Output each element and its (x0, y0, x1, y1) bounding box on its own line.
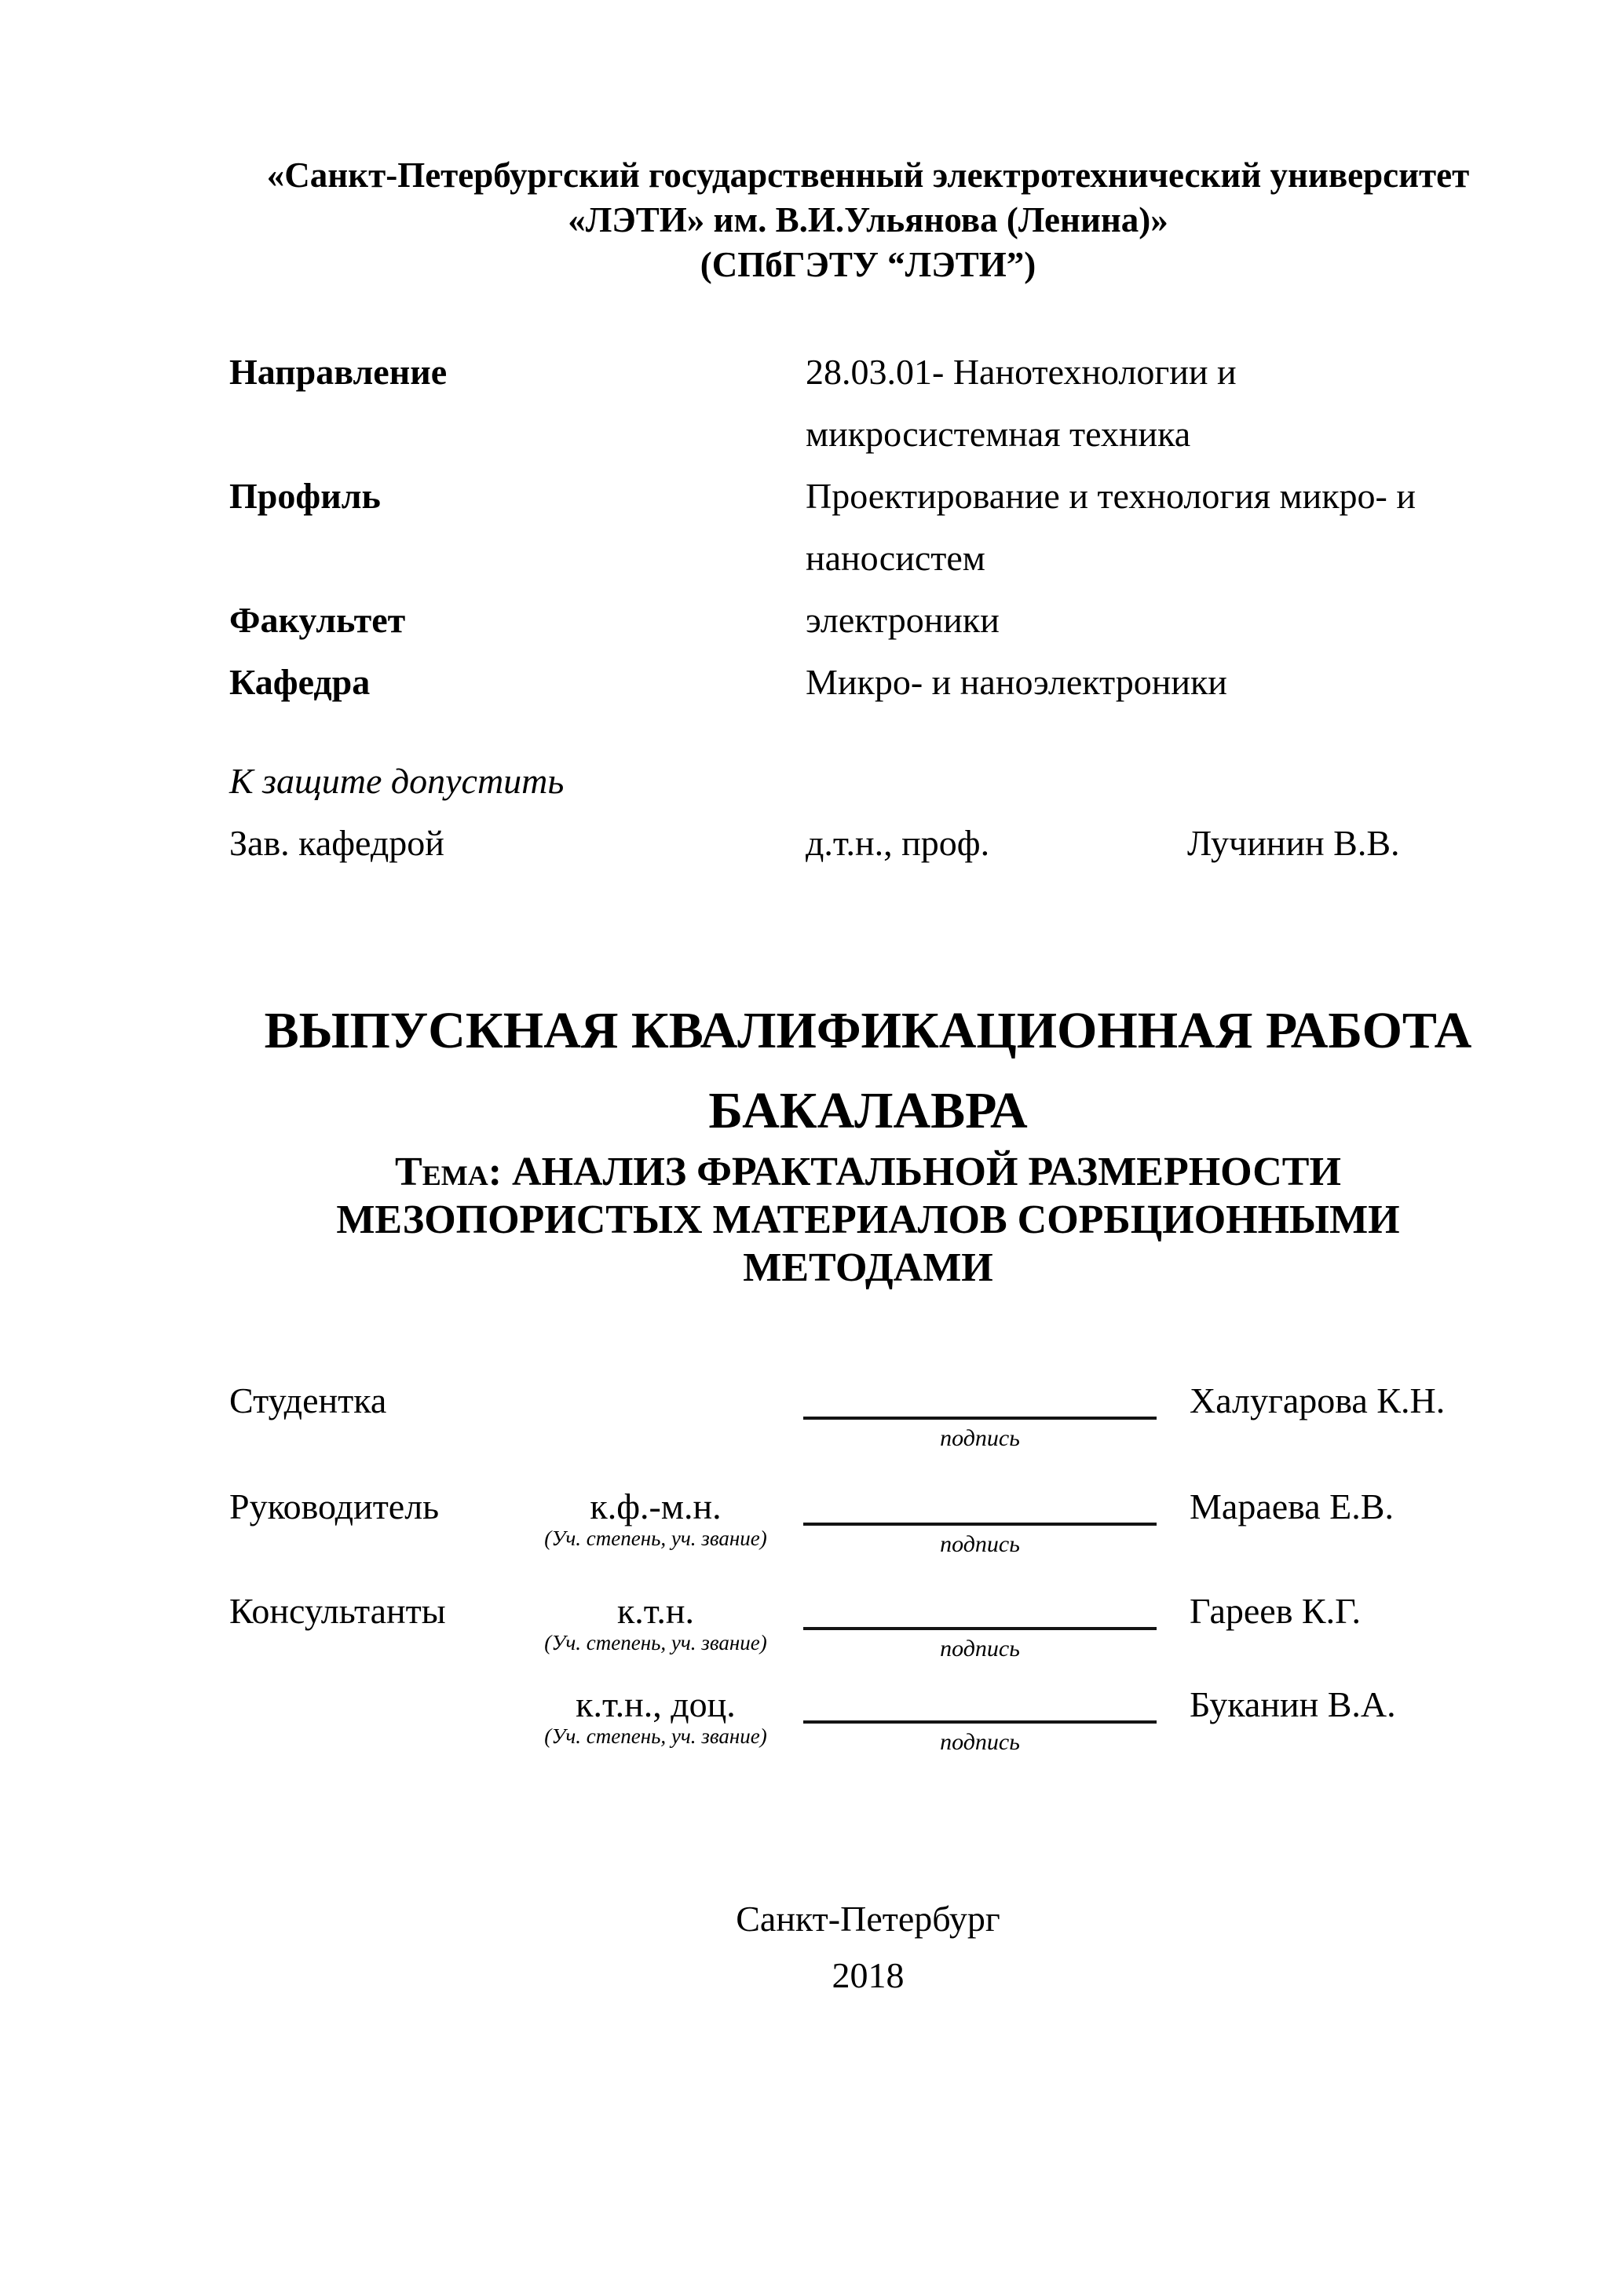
footer-year: 2018 (832, 1955, 905, 1995)
work-title (229, 991, 1507, 1151)
field-row-department (229, 651, 1507, 713)
signature-row-student (229, 1379, 1507, 1469)
footer (229, 1891, 1507, 2004)
admission-degree: д.т.н., проф. (806, 823, 990, 863)
university-line-3: (СПбГЭТУ “ЛЭТИ”) (700, 245, 1036, 284)
field-value: Микро- и наноэлектроники (806, 662, 1227, 702)
field-label: Профиль (229, 476, 381, 516)
field-row-faculty (229, 589, 1507, 651)
signer-name: Мараева Е.В. (1190, 1486, 1394, 1526)
signature-row-consultant-2 (229, 1683, 1507, 1773)
admission-position: Зав. кафедрой (229, 823, 444, 863)
field-row-profile (229, 465, 1507, 589)
signature-line (803, 1523, 1157, 1526)
theme-text-1: АНАЛИЗ ФРАКТАЛЬНОЙ РАЗМЕРНОСТИ (512, 1150, 1341, 1194)
degree-label: к.т.н. (616, 1591, 695, 1631)
degree-label: к.т.н., доц. (576, 1684, 736, 1724)
degree-hint: (Уч. степень, уч. звание) (544, 1631, 767, 1654)
field-value: электроники (806, 600, 1000, 640)
signature-line (803, 1720, 1157, 1724)
field-label: Кафедра (229, 662, 371, 702)
role-label: Студентка (229, 1380, 387, 1420)
theme-line-1 (229, 1148, 1507, 1196)
theme-line-2: МЕЗОПОРИСТЫХ МАТЕРИАЛОВ СОРБЦИОННЫМИ МЕТОДАМИ (336, 1197, 1400, 1290)
university-line-2: «ЛЭТИ» им. В.И.Ульянова (Ленина)» (568, 200, 1168, 239)
degree-hint: (Уч. степень, уч. звание) (544, 1724, 767, 1748)
footer-city: Санкт-Петербург (736, 1899, 1000, 1939)
admission-row (229, 812, 1507, 874)
field-label: Направление (229, 352, 448, 392)
work-title-line-1: ВЫПУСКНАЯ КВАЛИФИКАЦИОННАЯ РАБОТА (264, 1002, 1472, 1059)
field-value: Проектирование и технология микро- и наносистем (806, 476, 1416, 578)
theme-label: Тема: (395, 1150, 503, 1194)
work-title-line-2: БАКАЛАВРА (708, 1082, 1028, 1139)
field-value: 28.03.01- Нанотехнологии и микросистемная техника (806, 352, 1237, 454)
field-row-direction (229, 341, 1507, 465)
signature-line (803, 1627, 1157, 1630)
role-label: Руководитель (229, 1486, 440, 1526)
admission-section (229, 750, 1507, 874)
university-header (229, 153, 1507, 287)
admission-note: К защите допустить (229, 761, 565, 801)
signature-row-consultant-1 (229, 1589, 1507, 1680)
field-label: Факультет (229, 600, 406, 640)
signer-name: Буканин В.А. (1190, 1684, 1396, 1724)
signature-line (803, 1417, 1157, 1420)
degree-hint: (Уч. степень, уч. звание) (544, 1526, 767, 1550)
signature-caption: подпись (940, 1729, 1020, 1755)
theme-title (229, 1148, 1507, 1292)
role-label: Консультанты (229, 1591, 446, 1631)
signature-caption: подпись (940, 1636, 1020, 1662)
degree-label: к.ф.-м.н. (590, 1486, 722, 1526)
admission-name: Лучинин В.В. (1187, 823, 1400, 863)
university-line-1: «Санкт-Петербургский государственный электротехнический университет (266, 155, 1470, 195)
signature-caption: подпись (940, 1531, 1020, 1557)
signer-name: Халугарова К.Н. (1190, 1380, 1446, 1420)
signature-caption: подпись (940, 1425, 1020, 1451)
signer-name: Гареев К.Г. (1190, 1591, 1362, 1631)
signature-row-supervisor (229, 1485, 1507, 1575)
